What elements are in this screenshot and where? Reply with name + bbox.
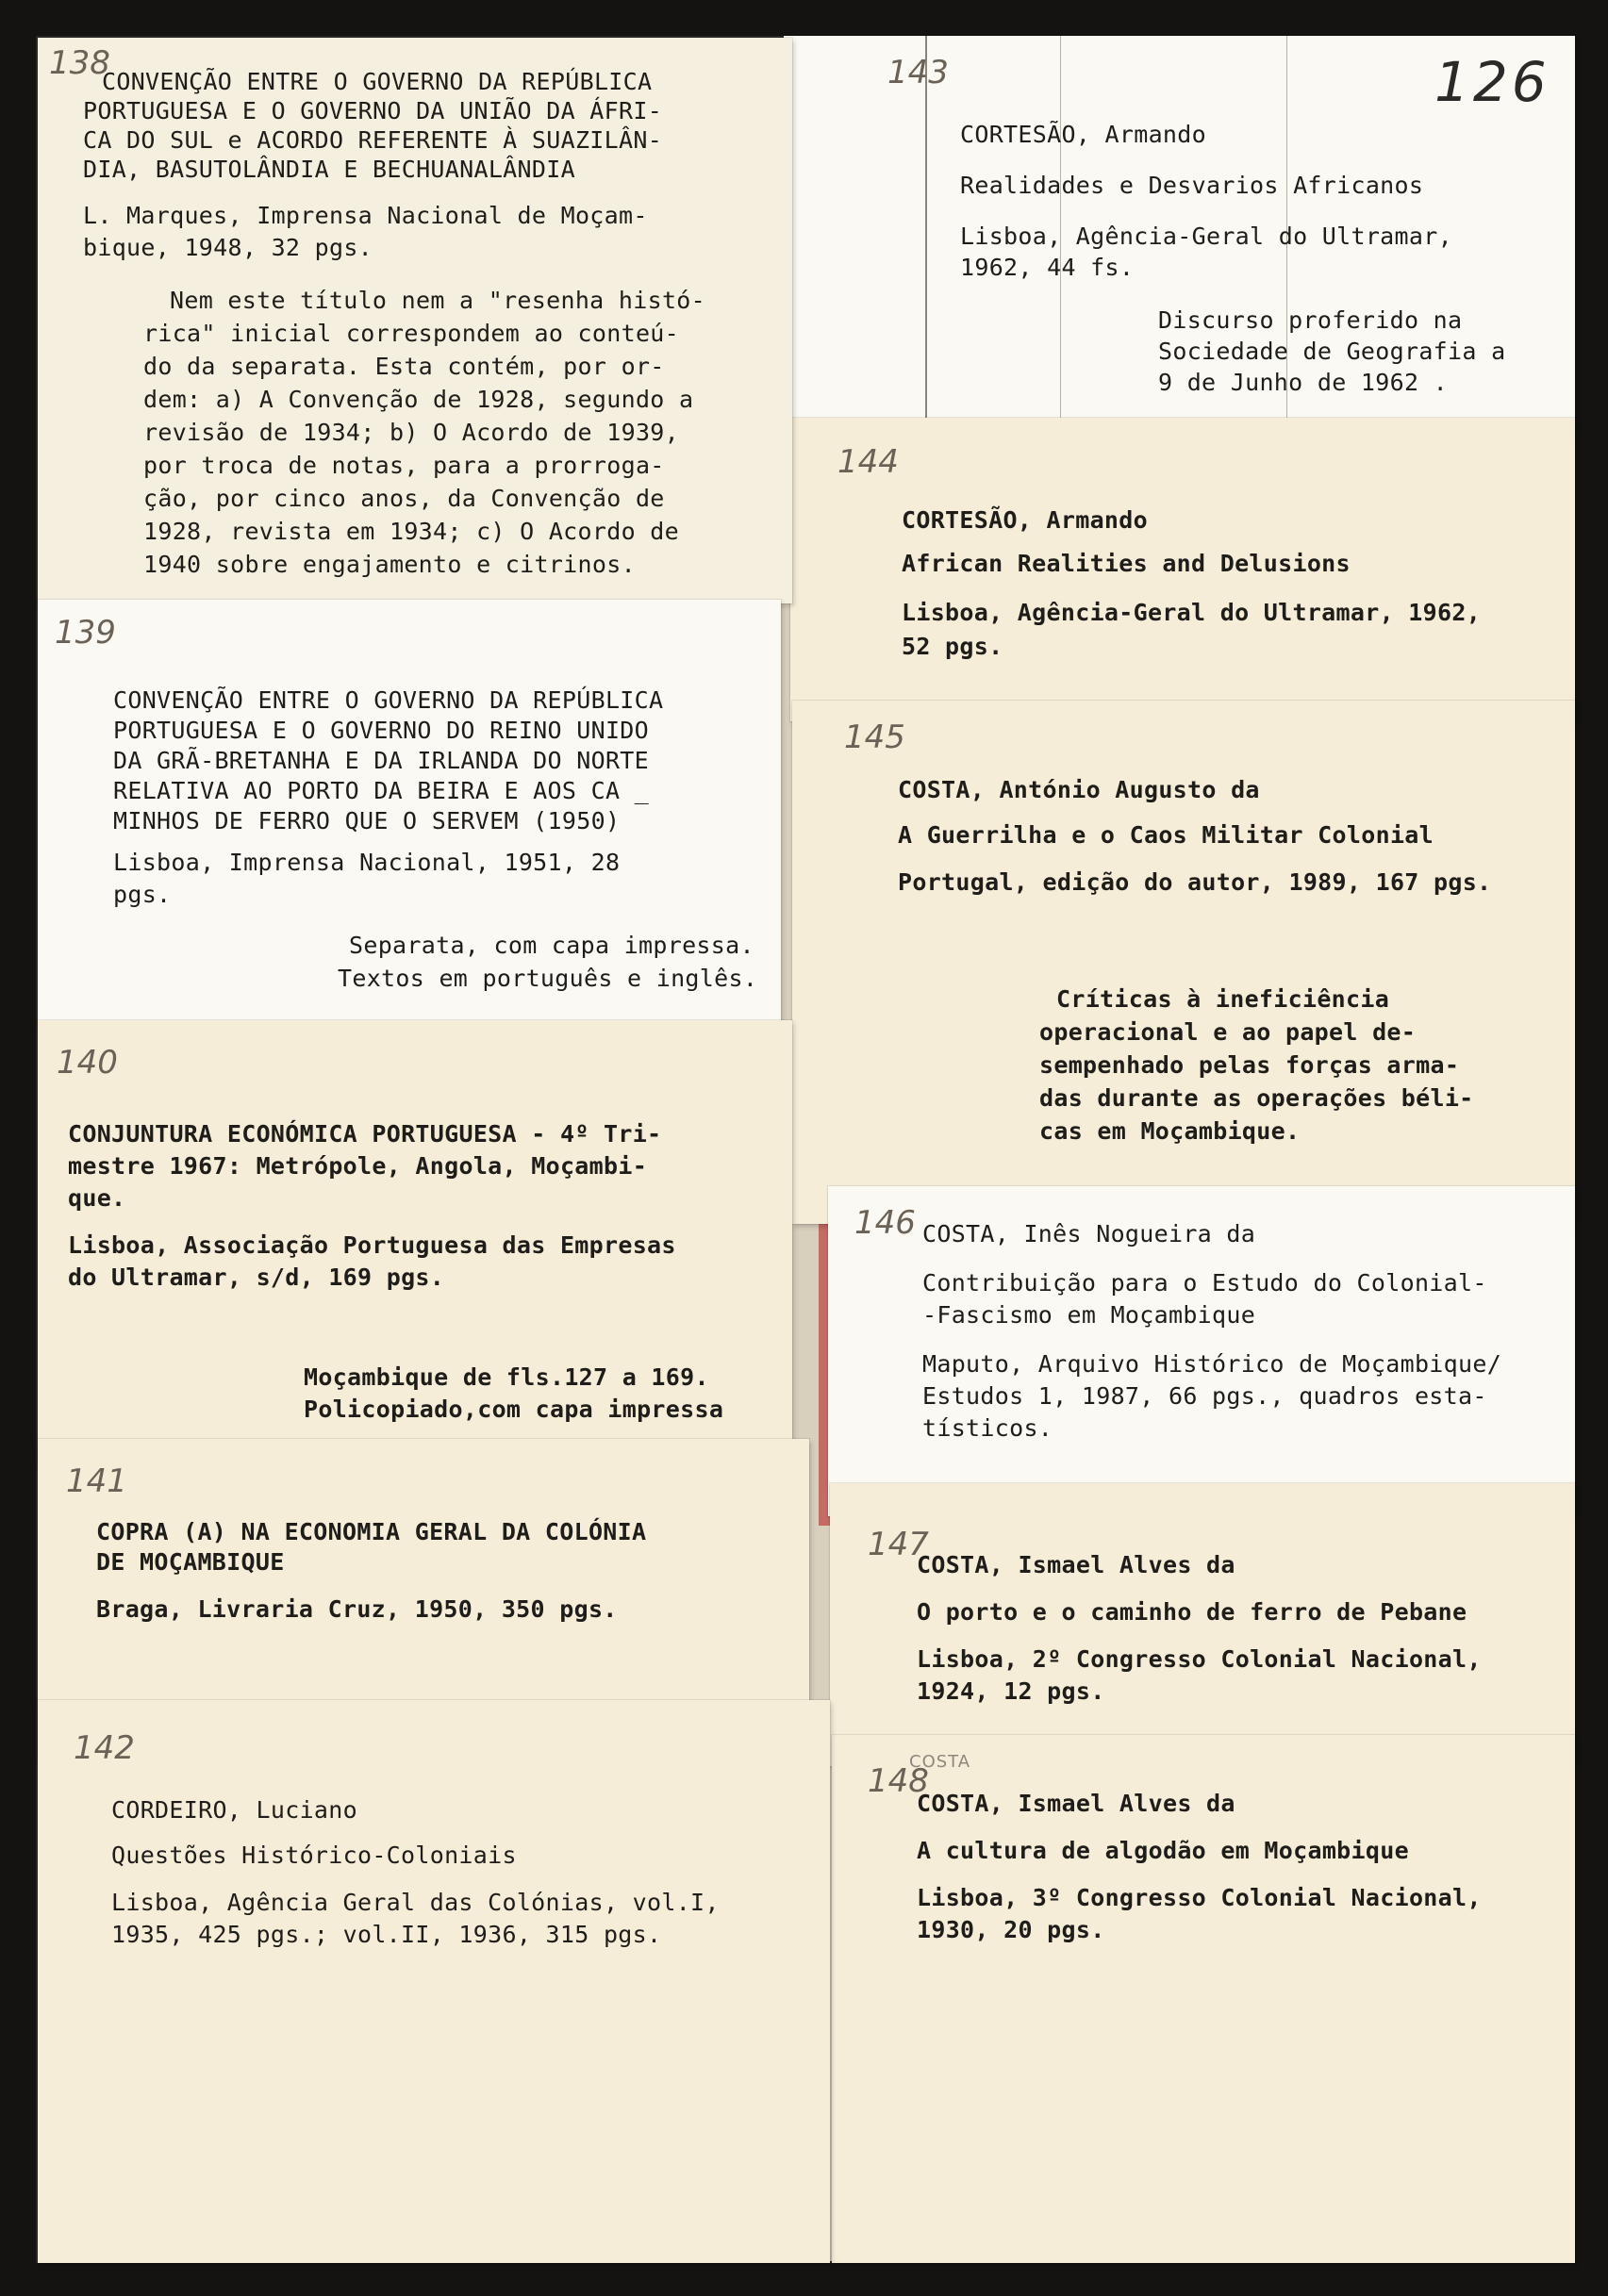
card-imprint: Estudos 1, 1987, 66 pgs., quadros esta- bbox=[922, 1382, 1487, 1410]
catalog-card-146 bbox=[828, 1186, 1575, 1516]
card-note: Policopiado,com capa impressa bbox=[304, 1396, 724, 1423]
card-title: A Guerrilha e o Caos Militar Colonial bbox=[898, 821, 1434, 849]
card-imprint: L. Marques, Imprensa Nacional de Moçam- bbox=[83, 202, 648, 229]
catalog-page bbox=[36, 36, 1575, 2263]
card-stamp: COSTA bbox=[909, 1752, 971, 1772]
card-title: que. bbox=[68, 1184, 126, 1212]
card-author: COSTA, Ismael Alves da bbox=[917, 1790, 1235, 1817]
card-number: 140 bbox=[57, 1044, 118, 1082]
card-number: 147 bbox=[868, 1526, 929, 1563]
card-title: COPRA (A) NA ECONOMIA GERAL DA COLÓNIA bbox=[96, 1518, 647, 1545]
card-note: 1928, revista em 1934; c) O Acordo de bbox=[143, 518, 679, 545]
catalog-card-147 bbox=[830, 1483, 1575, 1766]
card-title: mestre 1967: Metrópole, Angola, Moçambi- bbox=[68, 1152, 648, 1180]
card-author: COSTA, Inês Nogueira da bbox=[922, 1220, 1256, 1247]
card-note: cas em Moçambique. bbox=[1039, 1117, 1301, 1145]
catalog-card-139 bbox=[38, 600, 781, 1024]
card-note: do da separata. Esta contém, por or- bbox=[143, 353, 665, 380]
card-title: A cultura de algodão em Moçambique bbox=[917, 1837, 1409, 1864]
card-note: ção, por cinco anos, da Convenção de bbox=[143, 485, 665, 512]
card-title: DE MOÇAMBIQUE bbox=[96, 1548, 285, 1576]
card-note: Críticas à ineficiência bbox=[1056, 985, 1390, 1013]
card-number: 141 bbox=[66, 1462, 127, 1500]
card-author: CORTESÃO, Armando bbox=[902, 506, 1148, 534]
card-number: 148 bbox=[868, 1762, 929, 1800]
card-title: Realidades e Desvarios Africanos bbox=[960, 172, 1424, 199]
card-title: CONVENÇÃO ENTRE O GOVERNO DA REPÚBLICA bbox=[102, 68, 653, 95]
card-author: CORDEIRO, Luciano bbox=[111, 1796, 357, 1824]
card-imprint: Lisboa, Agência-Geral do Ultramar, bbox=[960, 223, 1452, 250]
catalog-card-142 bbox=[38, 1700, 830, 2263]
card-imprint: Lisboa, 3º Congresso Colonial Nacional, bbox=[917, 1884, 1482, 1911]
card-imprint: do Ultramar, s/d, 169 pgs. bbox=[68, 1264, 445, 1291]
card-imprint: 1962, 44 fs. bbox=[960, 254, 1135, 281]
card-title: RELATIVA AO PORTO DA BEIRA E AOS CA _ bbox=[113, 777, 649, 804]
card-note: rica" inicial correspondem ao conteú- bbox=[143, 320, 679, 347]
card-imprint: Maputo, Arquivo Histórico de Moçambique/ bbox=[922, 1350, 1502, 1378]
card-number: 138 bbox=[49, 44, 110, 82]
card-author: COSTA, Ismael Alves da bbox=[917, 1551, 1235, 1578]
card-note: por troca de notas, para a prorroga- bbox=[143, 452, 665, 479]
page-number: 126 bbox=[1434, 50, 1550, 114]
catalog-card-140 bbox=[38, 1020, 792, 1463]
card-note: Sociedade de Geografia a bbox=[1158, 338, 1506, 365]
card-imprint: 1930, 20 pgs. bbox=[917, 1916, 1105, 1943]
card-title: CONVENÇÃO ENTRE O GOVERNO DA REPÚBLICA bbox=[113, 686, 664, 714]
card-note: Nem este título nem a "resenha histó- bbox=[170, 287, 705, 314]
card-title: CA DO SUL e ACORDO REFERENTE À SUAZILÂN- bbox=[83, 126, 663, 154]
card-imprint: Lisboa, 2º Congresso Colonial Nacional, bbox=[917, 1645, 1482, 1673]
card-title: PORTUGUESA E O GOVERNO DA UNIÃO DA ÁFRI- bbox=[83, 97, 663, 124]
card-note: operacional e ao papel de- bbox=[1039, 1018, 1417, 1046]
card-imprint: 1935, 425 pgs.; vol.II, 1936, 315 pgs. bbox=[111, 1921, 662, 1948]
card-imprint: Lisboa, Agência-Geral do Ultramar, 1962, bbox=[902, 599, 1482, 626]
card-number: 146 bbox=[854, 1204, 916, 1242]
card-imprint: tísticos. bbox=[922, 1414, 1053, 1442]
card-note: revisão de 1934; b) O Acordo de 1939, bbox=[143, 419, 679, 446]
card-note: 9 de Junho de 1962 . bbox=[1158, 369, 1449, 396]
card-note: 1940 sobre engajamento e citrinos. bbox=[143, 551, 636, 578]
card-title: DIA, BASUTOLÂNDIA E BECHUANALÂNDIA bbox=[83, 156, 575, 183]
card-imprint: Lisboa, Agência Geral das Colónias, vol.I, bbox=[111, 1889, 720, 1916]
card-note: Discurso proferido na bbox=[1158, 306, 1463, 334]
card-imprint: Lisboa, Imprensa Nacional, 1951, 28 bbox=[113, 849, 621, 876]
card-note: das durante as operações béli- bbox=[1039, 1084, 1474, 1112]
card-title: Questões Histórico-Coloniais bbox=[111, 1842, 517, 1869]
card-imprint: 52 pgs. bbox=[902, 633, 1003, 660]
card-title: CONJUNTURA ECONÓMICA PORTUGUESA - 4º Tri- bbox=[68, 1120, 662, 1148]
card-title: DA GRÃ-BRETANHA E DA IRLANDA DO NORTE bbox=[113, 747, 649, 774]
card-title: -Fascismo em Moçambique bbox=[922, 1301, 1256, 1329]
card-imprint: bique, 1948, 32 pgs. bbox=[83, 234, 373, 261]
card-title: PORTUGUESA E O GOVERNO DO REINO UNIDO bbox=[113, 717, 649, 744]
card-number: 139 bbox=[55, 614, 116, 652]
catalog-card-144 bbox=[790, 418, 1575, 721]
card-note: sempenhado pelas forças arma- bbox=[1039, 1051, 1460, 1079]
card-author: CORTESÃO, Armando bbox=[960, 121, 1206, 148]
card-title: African Realities and Delusions bbox=[902, 550, 1351, 577]
card-number: 142 bbox=[74, 1729, 135, 1767]
card-imprint: 1924, 12 pgs. bbox=[917, 1677, 1105, 1705]
card-title: Contribuição para o Estudo do Colonial- bbox=[922, 1269, 1487, 1297]
card-imprint: pgs. bbox=[113, 881, 172, 908]
card-author: COSTA, António Augusto da bbox=[898, 776, 1260, 803]
card-number: 143 bbox=[887, 54, 949, 91]
card-note: Separata, com capa impressa. bbox=[349, 932, 754, 959]
card-imprint: Portugal, edição do autor, 1989, 167 pgs. bbox=[898, 868, 1492, 896]
card-note: dem: a) A Convenção de 1928, segundo a bbox=[143, 386, 694, 413]
catalog-card-143 bbox=[784, 36, 1575, 432]
card-margin-rule bbox=[925, 36, 927, 432]
card-note: Moçambique de fls.127 a 169. bbox=[304, 1363, 709, 1391]
card-number: 145 bbox=[844, 719, 905, 756]
card-number: 144 bbox=[837, 443, 899, 481]
catalog-card-138 bbox=[38, 38, 792, 603]
card-title: MINHOS DE FERRO QUE O SERVEM (1950) bbox=[113, 807, 621, 834]
card-imprint: Braga, Livraria Cruz, 1950, 350 pgs. bbox=[96, 1595, 618, 1623]
catalog-card-148 bbox=[832, 1735, 1575, 2263]
card-imprint: Lisboa, Associação Portuguesa das Empresas bbox=[68, 1231, 676, 1259]
card-title: O porto e o caminho de ferro de Pebane bbox=[917, 1598, 1467, 1626]
card-note: Textos em português e inglês. bbox=[338, 965, 758, 992]
catalog-card-145 bbox=[792, 701, 1575, 1224]
